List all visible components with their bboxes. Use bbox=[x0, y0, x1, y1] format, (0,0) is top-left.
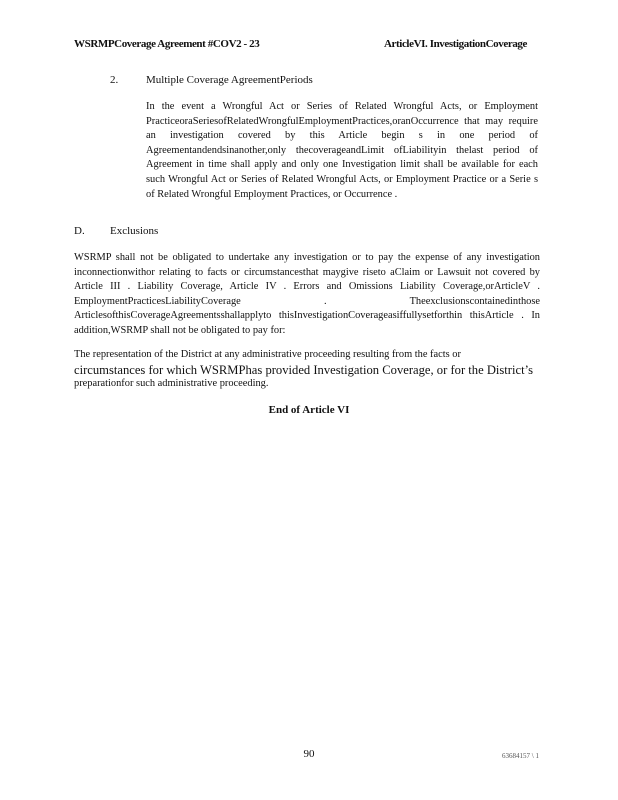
paragraph-2-line-2: circumstances for which WSRMPhas provided Investigation Coverage, or for the District’s bbox=[74, 362, 533, 377]
section-d-letter: D. bbox=[74, 225, 85, 237]
header-left: WSRMPCoverage Agreement #COV2 - 23 bbox=[74, 38, 260, 50]
document-id: 63684157 \ 1 bbox=[502, 752, 539, 760]
section-2-title: Multiple Coverage AgreementPeriods bbox=[146, 74, 313, 86]
section-2-number: 2. bbox=[110, 74, 119, 86]
paragraph-2-line-1: The representation of the District at any administrative proceeding resulting from the facts or bbox=[74, 349, 461, 360]
header-right: ArticleVI. InvestigationCoverage bbox=[384, 38, 527, 50]
section-d-body: WSRMP shall not be obligated to undertake any investigation or to pay the expense of any investigation inconnectionwithor relating to facts or circumstancesthat maygive riseto aClaim or Lawsuit not covered by Article III . Liability Coverage, Article IV . Errors and Omissions Liability Coverage,orArticleV . EmploymentPracticesLiabilityCoverage . Theexclusionscontainedinthose ArticlesofthisCoverageAgreementsshallapplyto thisInvestigationCoverageasiffullysetforthin thisArticle . In addition,WSRMP shall not be obligated to pay for: bbox=[74, 252, 540, 336]
section-d-title: Exclusions bbox=[110, 225, 159, 237]
page-number: 90 bbox=[303, 748, 315, 760]
section-d-paragraph-2 bbox=[74, 348, 550, 392]
section-2-body: In the event a Wrongful Act or Series of Related Wrongful Acts, or Employment PracticeoraSeriesofRelatedWrongfulEmploymentPractices,oranOccurrence that may require an investigation covered by this Article begin s in one period of Agreementandendsinanother,only thecoverageandLimit ofLiabilityin thelast period of Agreement in time shall apply and only one Investigation limit shall be available for each such Wrongful Act or Series of Related Wrongful Acts, or Employment Practice or a Serie s of Related Wrongful Employment Practices, or Occurrence . bbox=[146, 101, 538, 200]
paragraph-2-line-3: preparationfor such administrative proceeding. bbox=[74, 378, 269, 390]
end-of-article: End of Article VI bbox=[268, 404, 350, 416]
